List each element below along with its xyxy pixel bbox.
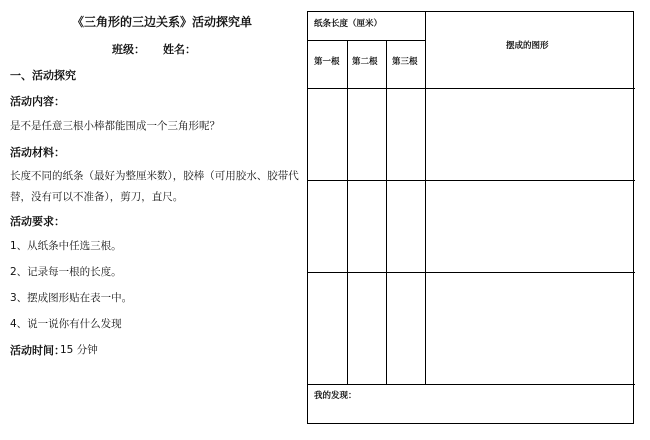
divider (308, 180, 635, 181)
step-3: 3、摆成图形贴在表一中。 (10, 292, 133, 304)
length-header: 纸条长度（厘米） (314, 19, 383, 29)
step-1: 1、从纸条中任选三根。 (10, 240, 122, 252)
divider (308, 40, 425, 41)
materials-text: 长度不同的纸条（最好为整厘米数），胶棒（可用胶水、胶带代替，没有可以不准备），剪刀，直尺。 (10, 170, 299, 203)
content-heading: 活动内容： (10, 95, 65, 108)
content-text: 是不是任意三根小棒都能围成一个三角形呢？ (10, 120, 220, 132)
col-third-header: 第三根 (392, 57, 418, 67)
time-heading: 活动时间： (10, 344, 65, 357)
materials-heading: 活动材料： (10, 146, 65, 159)
divider (308, 272, 635, 273)
name-label: 姓名： (163, 43, 196, 56)
divider (386, 40, 387, 384)
class-label: 班级： (112, 43, 145, 56)
section-heading: 一、活动探究 (10, 69, 76, 82)
divider (347, 40, 348, 384)
divider (308, 88, 635, 89)
page-title: 《三角形的三边关系》活动探究单 (72, 15, 253, 29)
time-value: 15 分钟 (60, 344, 98, 356)
shape-header: 摆成的图形 (506, 41, 549, 51)
col-second-header: 第二根 (352, 57, 378, 67)
findings-label: 我的发现： (314, 391, 357, 401)
col-first-header: 第一根 (314, 57, 340, 67)
divider (308, 384, 635, 385)
requirements-heading: 活动要求： (10, 215, 65, 228)
divider (425, 12, 426, 384)
step-2: 2、记录每一根的长度。 (10, 266, 122, 278)
step-4: 4、说一说你有什么发现 (10, 318, 122, 330)
record-table (307, 11, 634, 424)
